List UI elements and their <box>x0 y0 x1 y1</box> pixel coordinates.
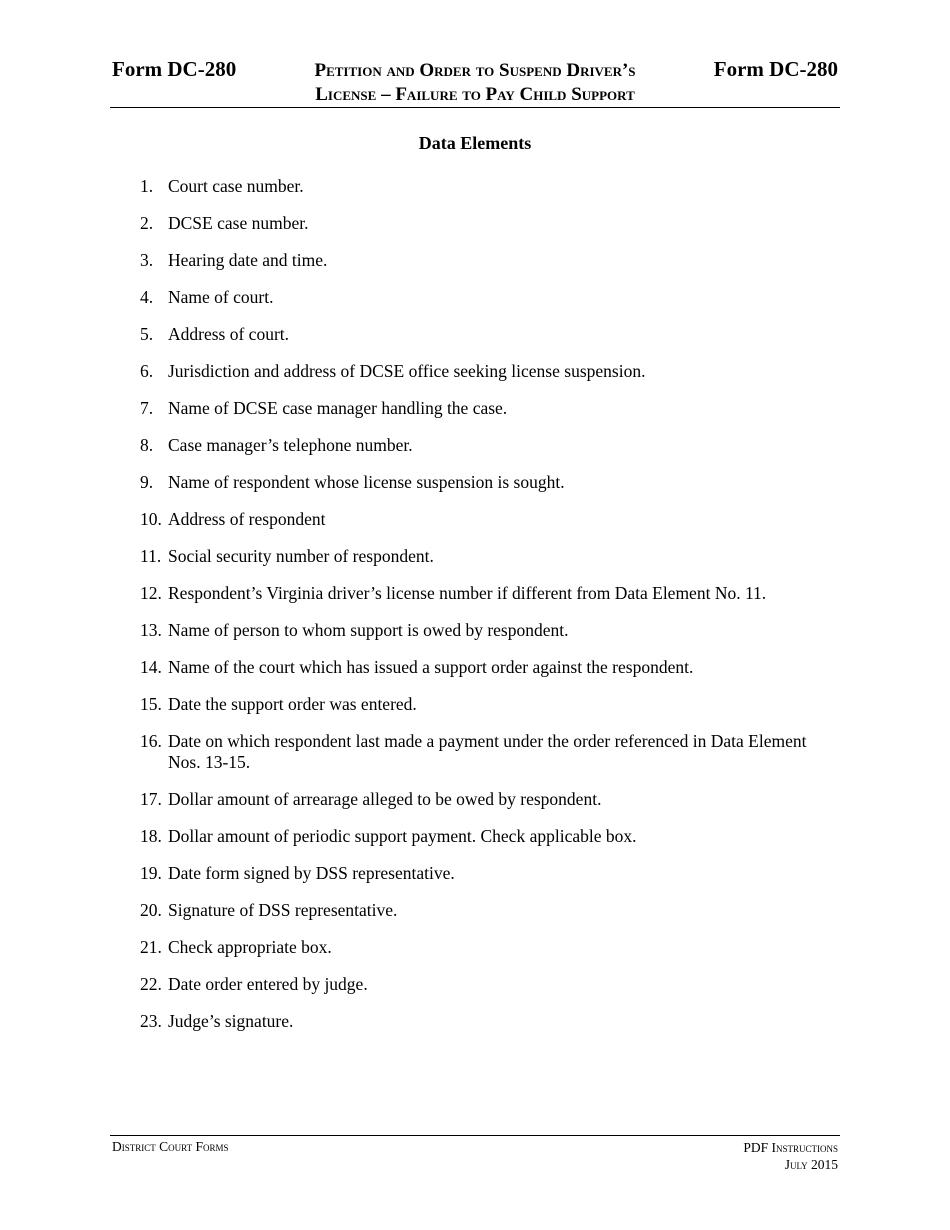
list-item-number: 22. <box>140 974 162 994</box>
list-item-number: 21. <box>140 937 162 957</box>
list-item <box>140 213 830 234</box>
list-item-text: Jurisdiction and address of DCSE office seeking license suspension. <box>168 361 646 381</box>
list-item <box>140 789 830 810</box>
list-item-text: DCSE case number. <box>168 213 309 233</box>
list-item-number: 12. <box>140 583 162 603</box>
list-item-text: Signature of DSS representative. <box>168 900 398 920</box>
list-item-number: 1. <box>140 176 154 196</box>
list-item <box>140 176 830 197</box>
list-item-number: 2. <box>140 213 154 233</box>
list-item <box>140 620 830 641</box>
list-item <box>140 324 830 345</box>
list-item <box>140 250 830 271</box>
list-item-text: Social security number of respondent. <box>168 546 434 566</box>
list-item <box>140 657 830 678</box>
footer-right-line-2: July 2015 <box>784 1157 838 1172</box>
list-item-text: Name of court. <box>168 287 274 307</box>
list-item-number: 9. <box>140 472 154 492</box>
footer-right-line-1: PDF Instructions <box>743 1140 838 1155</box>
list-item-number: 11. <box>140 546 162 566</box>
list-item-number: 10. <box>140 509 162 529</box>
list-item <box>140 1011 830 1032</box>
list-item-number: 15. <box>140 694 162 714</box>
footer-left: District Court Forms <box>112 1139 229 1154</box>
list-item <box>140 694 830 715</box>
list-item-text: Name of person to whom support is owed by respondent. <box>168 620 569 640</box>
list-item <box>140 361 830 382</box>
list-item <box>140 546 830 567</box>
list-item-text: Court case number. <box>168 176 304 196</box>
list-item-text: Date order entered by judge. <box>168 974 368 994</box>
form-title-line-2: License – Failure to Pay Child Support <box>315 84 635 105</box>
list-item-text: Address of court. <box>168 324 290 344</box>
list-item-number: 13. <box>140 620 162 640</box>
list-item-number: 3. <box>140 250 154 270</box>
list-item <box>140 472 830 493</box>
list-item <box>140 583 830 604</box>
list-item-number: 16. <box>140 731 162 751</box>
list-item-number: 17. <box>140 789 162 809</box>
form-title-line-1: Petition and Order to Suspend Driver’s <box>314 60 636 81</box>
list-item-number: 20. <box>140 900 162 920</box>
footer-right <box>743 1139 838 1173</box>
list-item <box>140 826 830 847</box>
list-item-text: Hearing date and time. <box>168 250 328 270</box>
form-number-left: Form DC-280 <box>112 57 237 81</box>
list-item-text: Respondent’s Virginia driver’s license number if different from Data Element No. 11. <box>168 583 767 603</box>
list-item-text: Date form signed by DSS representative. <box>168 863 455 883</box>
data-elements-list <box>140 176 830 1048</box>
list-item-number: 14. <box>140 657 162 677</box>
list-item-text: Case manager’s telephone number. <box>168 435 413 455</box>
list-item-text: Check appropriate box. <box>168 937 332 957</box>
list-item <box>140 937 830 958</box>
list-item <box>140 731 830 773</box>
list-item-number: 6. <box>140 361 154 381</box>
list-item-text: Dollar amount of arrearage alleged to be owed by respondent. <box>168 789 602 809</box>
list-item-number: 19. <box>140 863 162 883</box>
list-item-number: 5. <box>140 324 154 344</box>
form-number-right: Form DC-280 <box>713 57 838 81</box>
list-item <box>140 287 830 308</box>
section-heading: Data Elements <box>418 133 532 153</box>
list-item-text: Dollar amount of periodic support payment. Check applicable box. <box>168 826 637 846</box>
list-item <box>140 863 830 884</box>
page-header <box>110 57 840 108</box>
page-footer <box>110 1135 840 1172</box>
list-item-number: 18. <box>140 826 162 846</box>
list-item <box>140 974 830 995</box>
list-item-text: Name of respondent whose license suspension is sought. <box>168 472 565 492</box>
list-item-text: Address of respondent <box>168 509 326 529</box>
list-item-text: Date the support order was entered. <box>168 694 417 714</box>
list-item <box>140 398 830 419</box>
list-item <box>140 509 830 530</box>
list-item <box>140 900 830 921</box>
list-item-text: Date on which respondent last made a payment under the order referenced in Data Element Nos. 13-15. <box>168 731 807 772</box>
list-item <box>140 435 830 456</box>
list-item-number: 8. <box>140 435 154 455</box>
list-item-number: 7. <box>140 398 154 418</box>
list-item-number: 4. <box>140 287 154 307</box>
list-item-number: 23. <box>140 1011 162 1031</box>
list-item-text: Name of the court which has issued a support order against the respondent. <box>168 657 694 677</box>
list-item-text: Judge’s signature. <box>168 1011 294 1031</box>
list-item-text: Name of DCSE case manager handling the case. <box>168 398 508 418</box>
